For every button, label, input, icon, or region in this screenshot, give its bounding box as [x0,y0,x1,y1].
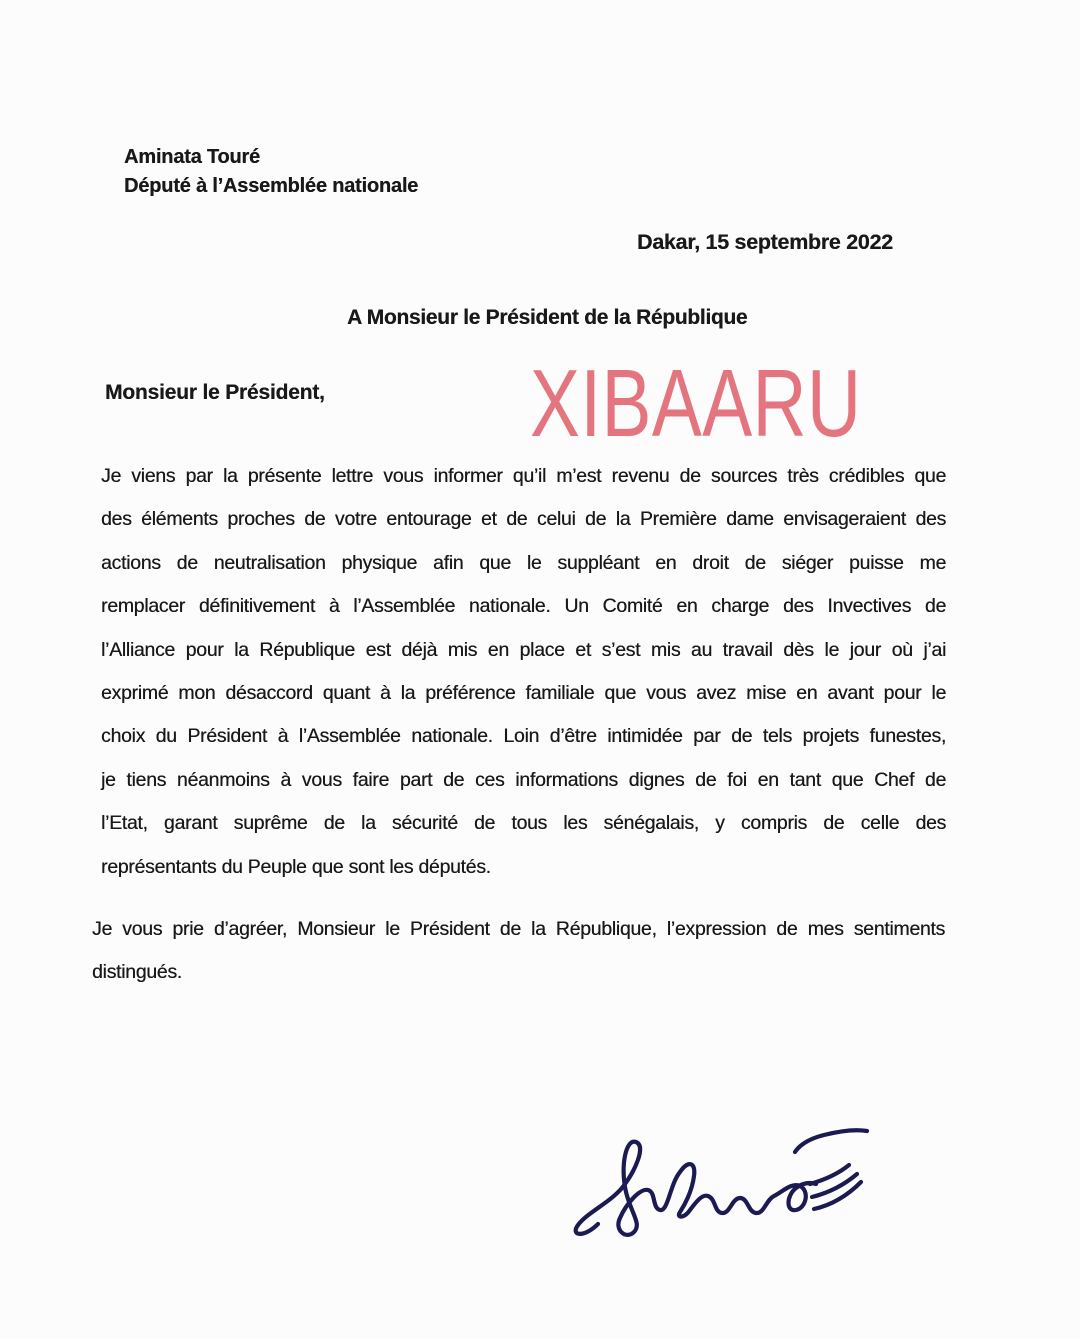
letter-text-line: représentants du Peuple que sont les députés. [101,855,491,878]
letter-text-line: Je viens par la présente lettre vous informer qu’il m’est revenu de sources très crédibles que [101,465,946,487]
xibaaru-watermark: XIBAARU [530,350,862,457]
letter-closing [92,908,945,995]
salutation: Monsieur le Président, [105,381,325,404]
letter-text-line: distingués. [92,961,182,984]
letter-text-line: je tiens néanmoins à vous faire part de ces informations dignes de foi en tant que Chef de [101,768,946,791]
dateline: Dakar, 15 septembre 2022 [637,230,893,254]
handwritten-signature [548,1092,948,1272]
letter-text-line: actions de neutralisation physique afin que le suppléant en droit de siéger puisse me [101,551,946,574]
recipient-line: A Monsieur le Président de la République [347,306,748,329]
letter-text-line: l’Alliance pour la République est déjà mis en place et s’est mis au travail dès le jour où j’ai [101,638,946,661]
sender-block [124,143,418,201]
sender-title: Député à l’Assemblée nationale [124,175,419,197]
sender-name: Aminata Touré [124,146,260,168]
letter-text-line: l’Etat, garant suprême de la sécurité de tous les sénégalais, y compris de celle des [101,812,946,835]
letter-body [101,455,946,889]
letter-text-line: remplacer définitivement à l’Assemblée nationale. Un Comité en charge des Invectives de [101,595,946,618]
letter-text-line: exprimé mon désaccord quant à la préférence familiale que vous avez mise en avant pour le [101,682,946,705]
letter-text-line: des éléments proches de votre entourage et de celui de la Première dame envisageraient des [101,508,946,531]
letter-text-line: choix du Président à l’Assemblée nationale. Loin d’être intimidée par de tels projets funestes, [101,725,946,748]
letter-text-line: Je vous prie d’agréer, Monsieur le Président de la République, l’expression de mes sentiments [92,918,945,940]
